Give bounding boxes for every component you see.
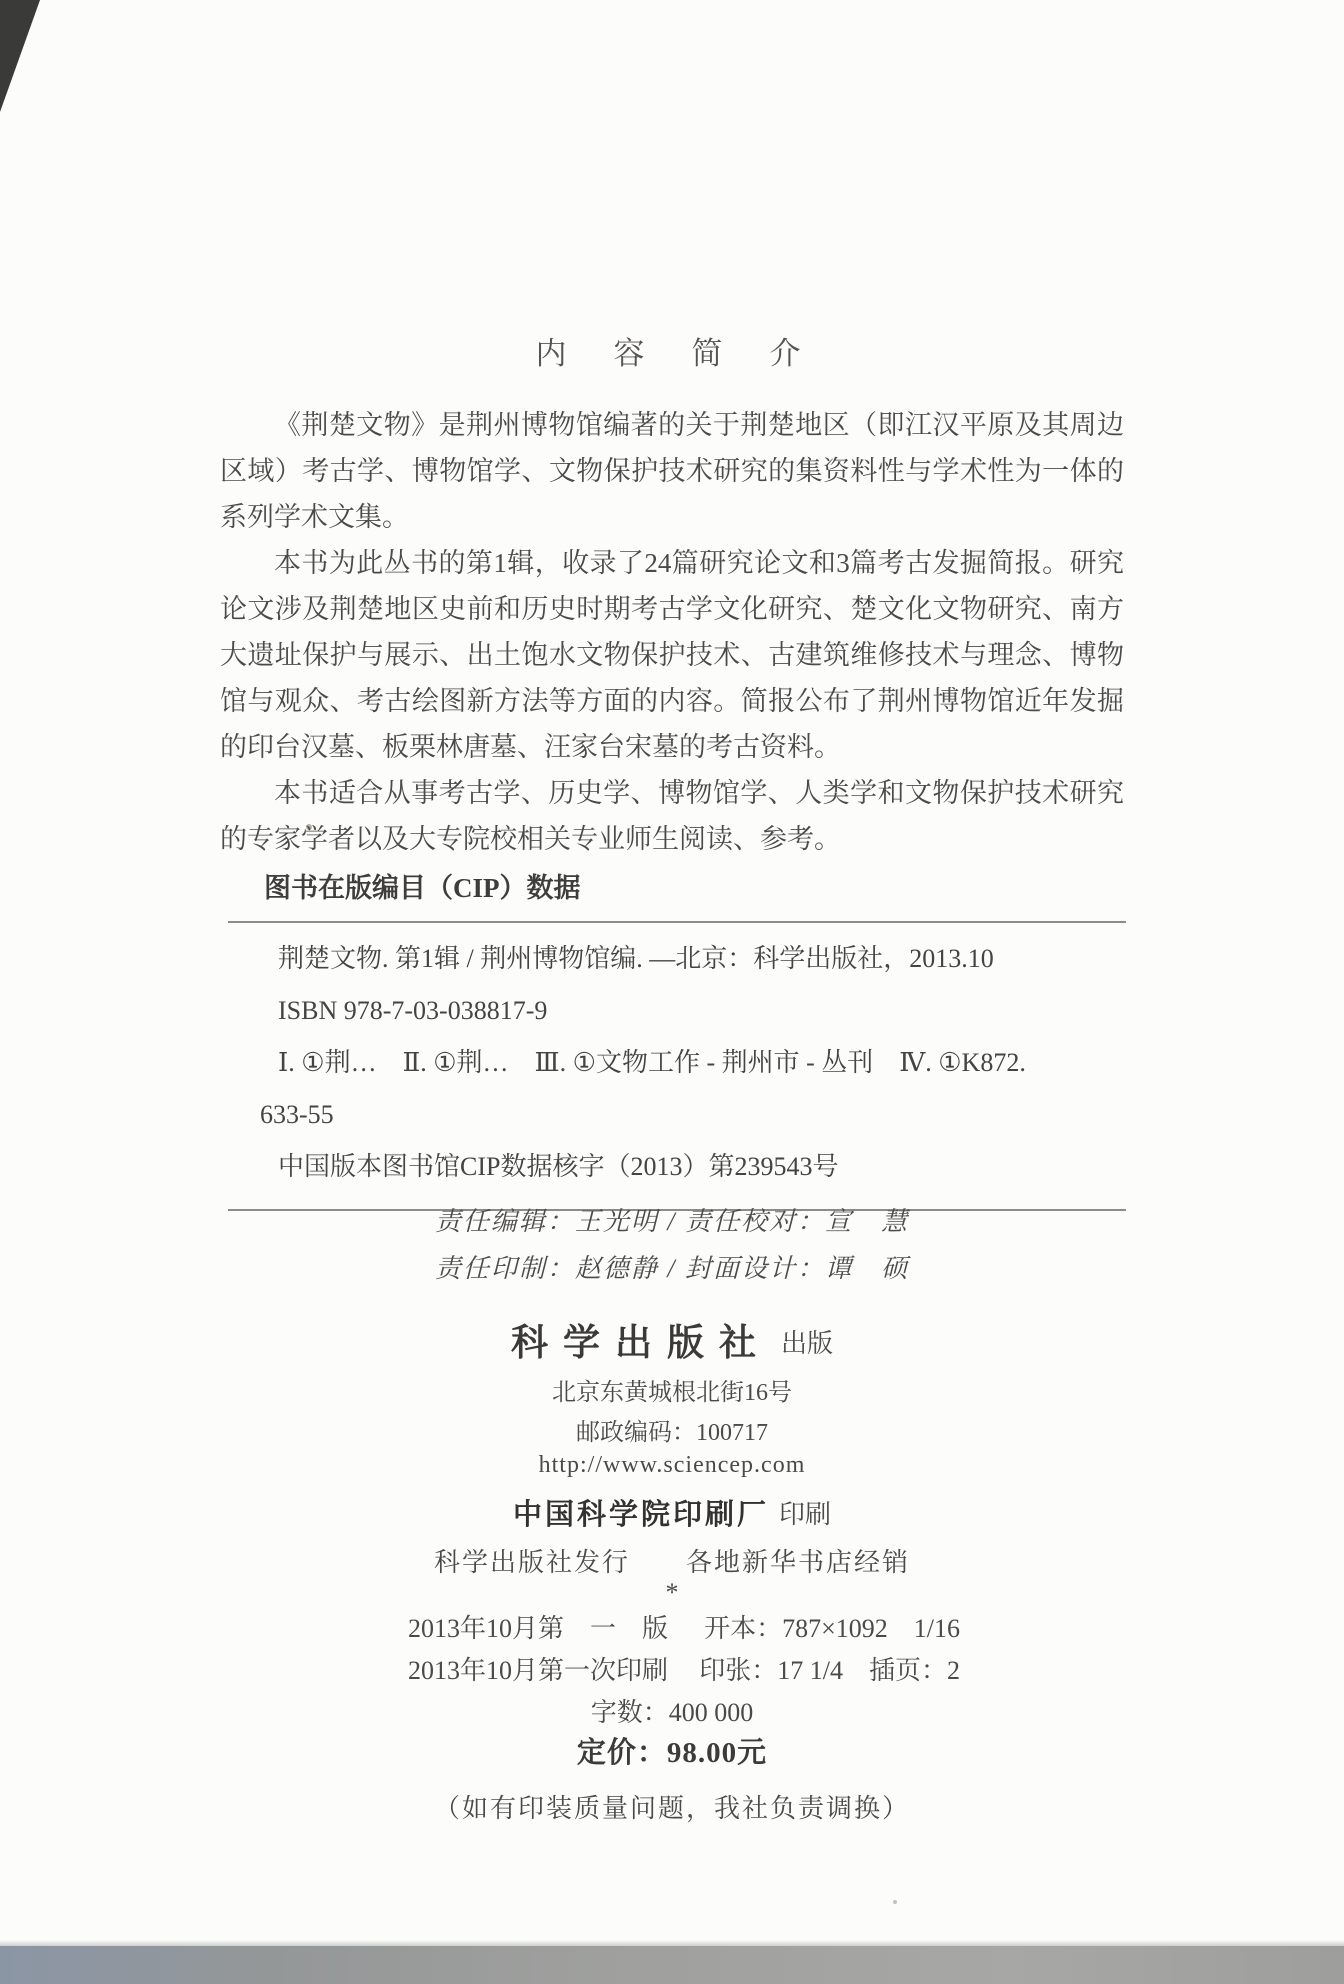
quality-notice: （如有印装质量问题，我社负责调换） (433, 1794, 910, 1823)
word-count: 字数：400 000 (590, 1698, 754, 1727)
intro-paragraph: 本书为此丛书的第1辑，收录了24篇研究论文和3篇考古发掘简报。研究论文涉及荆楚地区史前和历史时期考古学文化研究、楚文化文物研究、南方大遗址保护与展示、出土饱水文物保护技术、古建筑维修技术与理念、博物馆与观众、考古绘图新方法等方面的内容。简报公布了荆州博物馆近年发掘的印台汉墓、板栗林唐墓、汪家台宋墓的考古资料。 (220, 548, 1124, 762)
scan-artifact-bottom-edge (0, 1946, 1344, 1984)
publisher-role: 出版 (780, 1329, 833, 1358)
book-format: 开本：787×1092 1/16 (704, 1614, 960, 1643)
cip-classification-line: Ⅰ. ①荆… Ⅱ. ①荆… Ⅲ. ①文物工作 - 荆州市 - 丛刊 Ⅳ. ①K872. (278, 1048, 1026, 1077)
publisher-address: 北京东黄城根北街16号 (552, 1380, 792, 1406)
cip-header: 图书在版编目（CIP）数据 (264, 873, 581, 903)
credits-editors: 责任编辑：王光明 / 责任校对：宣 慧 (434, 1207, 910, 1236)
publisher-logotype: 科学出版社 (510, 1323, 771, 1364)
separator-asterisk: * (665, 1578, 679, 1607)
credits-block (0, 1198, 1344, 1292)
publisher-postal-code: 邮政编码：100717 (576, 1420, 768, 1446)
cip-isbn-line: ISBN 978-7-03-038817-9 (278, 996, 548, 1025)
printed-sheets: 印张：17 1/4 插页：2 (699, 1656, 960, 1685)
credits-printing: 责任印制：赵德静 / 封面设计：谭 硕 (434, 1254, 910, 1283)
printing-row (408, 1650, 960, 1687)
price: 定价：98.00元 (576, 1737, 768, 1769)
edition-row (408, 1608, 960, 1645)
intro-paragraph: 《荆楚文物》是荆州博物馆编著的关于荆楚地区（即江汉平原及其周边区域）考古学、博物馆学、文物保护技术研究的集资料性与学术性为一体的系列学术文集。 (220, 410, 1124, 532)
intro-paragraph: 本书适合从事考古学、历史学、博物馆学、人类学和文物保护技术研究的专家学者以及大专院校相关专业师生阅读、参考。 (220, 778, 1124, 854)
divider (228, 921, 1126, 923)
cip-record-line: 荆楚文物. 第1辑 / 荆州博物馆编. —北京：科学出版社，2013.10 (278, 944, 994, 973)
edition-date: 2013年10月第 一 版 (408, 1614, 669, 1643)
scan-artifact-corner (0, 0, 40, 112)
cip-block (220, 866, 1126, 1221)
scan-artifact-speck (893, 1900, 897, 1904)
publisher-line (0, 1312, 1344, 1366)
cip-classification-continuation: 633-55 (260, 1100, 334, 1129)
printer-role: 印刷 (779, 1500, 832, 1529)
printing-date: 2013年10月第一次印刷 (408, 1656, 669, 1685)
printer-line (0, 1492, 1344, 1533)
intro-paragraphs (220, 402, 1124, 862)
page-title: 内 容 简 介 (535, 336, 809, 371)
publisher-website: http://www.sciencep.com (538, 1452, 806, 1478)
printer-logotype: 中国科学院印刷厂 (512, 1499, 769, 1531)
distribution-line: 科学出版社发行 各地新华书店经销 (433, 1548, 910, 1577)
cip-registry-line: 中国版本图书馆CIP数据核字（2013）第239543号 (278, 1152, 839, 1181)
